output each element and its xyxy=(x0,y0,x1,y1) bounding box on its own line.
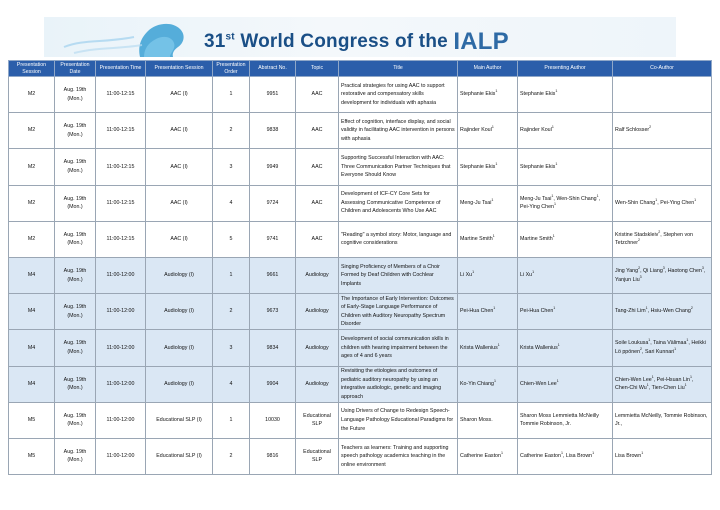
table-row xyxy=(9,113,712,149)
session-cell: M2 xyxy=(9,185,55,221)
affiliation-marker: 2 xyxy=(658,229,661,234)
time-cell: 11:00-12:15 xyxy=(96,221,146,257)
affiliation-marker: 1 xyxy=(555,161,558,166)
co-author-cell: Soile Loukusa$^1$, Taina Välimaa$^1$, Heikki Lö ppönen$^2$, Sari Kunnari$^1$ xyxy=(613,330,712,366)
affiliation-marker: 1 xyxy=(684,383,687,388)
author-name: Catherine Easton xyxy=(460,453,501,460)
column-header: Main Author xyxy=(458,61,518,77)
affiliation-marker: 1 xyxy=(552,234,555,239)
author-name: Heikki Lö ppönen xyxy=(615,340,706,355)
affiliation-marker: 1 xyxy=(497,342,500,347)
abstract-no-cell: 10030 xyxy=(250,402,296,438)
table-header-row xyxy=(9,61,712,77)
co-author-cell: Chien-Wen Lee$^1$, Pei-Hsuan Lin$^1$, Chen-Chi Wu$^1$, Tien-Chen Liu$^1$ xyxy=(613,366,712,402)
table-row xyxy=(9,402,712,438)
order-cell: 4 xyxy=(213,366,250,402)
author-name: Hsiu-Wen Chang xyxy=(650,308,691,315)
affiliation-marker: 1 xyxy=(500,451,503,456)
title-cell: Revisiting the etiologies and outcomes of pediatric auditory neuropathy by using an integrative audiologic, genetic and imaging approach xyxy=(339,366,458,402)
title-cell: Development of ICF-CY Core Sets for Assessing Communicative Competence of Children and Adolescents Who Use AAC xyxy=(339,185,458,221)
time-cell: 11:00-12:15 xyxy=(96,149,146,185)
main-author-cell xyxy=(458,185,518,221)
session-cell: M2 xyxy=(9,149,55,185)
presenting-author-cell xyxy=(518,149,613,185)
main-author-cell xyxy=(458,77,518,113)
author-name: Wen-Shin Chang xyxy=(556,195,597,202)
author-name: Qi Liang xyxy=(643,267,663,274)
session-name-cell: Educational SLP (I) xyxy=(146,402,213,438)
co-author-cell xyxy=(613,149,712,185)
title-cell: Supporting Successful Interaction with AAC: Three Communication Partner Techniques that Everyone Should Know xyxy=(339,149,458,185)
title-cell: The Importance of Early Intervention: Outcomes of Early-Stage Language Performance of Children with Auditory Neuropathy Spectrum Disorder xyxy=(339,294,458,330)
author-name: Krista Wallenius xyxy=(460,344,498,351)
presenting-author-cell: Meng-Ju Tsai$^1$, Wen-Shin Chang$^1$, Pei-Ying Chen$^1$ xyxy=(518,185,613,221)
author-name: Lemmietta McNeilly, Tommie Robinson, Jr., xyxy=(615,412,708,428)
presenting-author-cell xyxy=(518,221,613,257)
abstract-no-cell: 9949 xyxy=(250,149,296,185)
table-row xyxy=(9,330,712,366)
author-name: Jing Yang xyxy=(615,267,639,274)
author-name: Tien-Chen Liu xyxy=(651,385,685,392)
affiliation-marker: 1 xyxy=(553,202,556,207)
time-cell: 11:00-12:00 xyxy=(96,257,146,293)
affiliation-marker: 1 xyxy=(592,451,595,456)
affiliation-marker: 1 xyxy=(556,379,559,384)
affiliation-marker: 1 xyxy=(648,338,651,343)
author-name: Li Xu xyxy=(460,272,473,279)
date-cell: Aug. 19th (Mon.) xyxy=(55,185,96,221)
main-author-cell xyxy=(458,113,518,149)
topic-cell: Educational SLP xyxy=(296,438,339,474)
title-cell: Development of social communication skills in children with hearing impairment between the ages of 4 and 6 years xyxy=(339,330,458,366)
main-author-cell xyxy=(458,330,518,366)
title-cell: Effect of cognition, interface display, and social validity in facilitating AAC intervention in persons with aphasia xyxy=(339,113,458,149)
affiliation-marker: 1 xyxy=(674,347,677,352)
author-name: Rajinder Koul xyxy=(460,127,492,134)
affiliation-marker: 1 xyxy=(472,270,475,275)
order-cell: 4 xyxy=(213,185,250,221)
author-name: Lisa Brown xyxy=(565,453,593,460)
column-header: Title xyxy=(339,61,458,77)
affiliation-marker: 1 xyxy=(686,338,689,343)
author-name: Martine Smith xyxy=(520,236,553,243)
author-name: Krista Wallenius xyxy=(520,344,558,351)
time-cell: 11:00-12:00 xyxy=(96,330,146,366)
title-cell: Singing Proficiency of Members of a Choir Formed by Deaf Children with Cochlear Implants xyxy=(339,257,458,293)
author-name: Catherine Easton xyxy=(520,453,561,460)
topic-cell: Educational SLP xyxy=(296,402,339,438)
order-cell: 5 xyxy=(213,221,250,257)
session-cell: M2 xyxy=(9,77,55,113)
affiliation-marker: 1 xyxy=(689,374,692,379)
main-author-cell xyxy=(458,221,518,257)
title-cell: Teachers as learners: Training and supporting speech pathology academics teaching in the online environment xyxy=(339,438,458,474)
time-cell: 11:00-12:00 xyxy=(96,294,146,330)
affiliation-marker: 1 xyxy=(557,342,560,347)
author-name: Pei-Ying Chen xyxy=(520,204,554,211)
session-name-cell: AAC (I) xyxy=(146,185,213,221)
author-name: Ralf Schlosser xyxy=(615,127,650,134)
affiliation-marker: 1 xyxy=(645,306,648,311)
abstract-no-cell: 9951 xyxy=(250,77,296,113)
topic-cell: AAC xyxy=(296,185,339,221)
date-cell: Aug. 19th (Mon.) xyxy=(55,402,96,438)
author-name: Sari Kunnari xyxy=(645,348,675,355)
table-row xyxy=(9,294,712,330)
congress-banner xyxy=(44,17,676,57)
time-cell: 11:00-12:15 xyxy=(96,77,146,113)
author-name: Ko-Yin Chiang xyxy=(460,380,494,387)
affiliation-marker: 2 xyxy=(637,238,640,243)
topic-cell: Audiology xyxy=(296,257,339,293)
congress-title: 31st World Congress of the IALP xyxy=(204,28,509,55)
affiliation-marker: 1 xyxy=(641,451,644,456)
time-cell: 11:00-12:00 xyxy=(96,438,146,474)
author-name: Stephanie Ekis xyxy=(460,91,496,98)
affiliation-marker: 2 xyxy=(638,266,641,271)
presenting-author-cell xyxy=(518,294,613,330)
topic-cell: AAC xyxy=(296,77,339,113)
author-name: Wen-Shin Chang xyxy=(615,199,656,206)
order-cell: 1 xyxy=(213,402,250,438)
co-author-cell xyxy=(613,113,712,149)
table-row xyxy=(9,438,712,474)
author-name: Martine Smith xyxy=(460,236,493,243)
affiliation-marker: 1 xyxy=(551,125,554,130)
date-cell: Aug. 19th (Mon.) xyxy=(55,149,96,185)
affiliation-marker: 2 xyxy=(649,125,652,130)
abstract-no-cell: 9673 xyxy=(250,294,296,330)
presenting-author-cell xyxy=(518,330,613,366)
author-name: Rajinder Koul xyxy=(520,127,552,134)
affiliation-marker: 1 xyxy=(493,306,496,311)
affiliation-marker: 1 xyxy=(596,193,599,198)
session-cell: M4 xyxy=(9,294,55,330)
session-cell: M4 xyxy=(9,257,55,293)
date-cell: Aug. 19th (Mon.) xyxy=(55,294,96,330)
session-cell: M2 xyxy=(9,221,55,257)
topic-cell: Audiology xyxy=(296,366,339,402)
date-cell: Aug. 19th (Mon.) xyxy=(55,330,96,366)
order-cell: 1 xyxy=(213,257,250,293)
author-name: Pei-Hua Chen xyxy=(460,308,494,315)
title-cell: Using Drivers of Change to Redesign Speech-Language Pathology Educational Paradigms for the Future xyxy=(339,402,458,438)
main-author-cell xyxy=(458,402,518,438)
session-cell: M5 xyxy=(9,402,55,438)
abstract-no-cell: 9834 xyxy=(250,330,296,366)
session-name-cell: AAC (I) xyxy=(146,113,213,149)
affiliation-marker: 1 xyxy=(495,161,498,166)
topic-cell: AAC xyxy=(296,113,339,149)
affiliation-marker: 3 xyxy=(639,274,642,279)
time-cell: 11:00-12:15 xyxy=(96,185,146,221)
table-row xyxy=(9,221,712,257)
author-name: Yanjun Liu xyxy=(615,276,640,283)
table-row xyxy=(9,257,712,293)
column-header: Presentation Session xyxy=(146,61,213,77)
co-author-cell xyxy=(613,402,712,438)
author-name: Meng-Ju Tsai xyxy=(460,199,492,206)
affiliation-marker: 1 xyxy=(551,193,554,198)
author-name: Chien-Wen Lee xyxy=(615,376,652,383)
presenting-author-cell xyxy=(518,113,613,149)
date-cell: Aug. 19th (Mon.) xyxy=(55,221,96,257)
author-name: Stephen von Tetzchner xyxy=(615,231,693,247)
topic-cell: AAC xyxy=(296,221,339,257)
topic-cell: Audiology xyxy=(296,330,339,366)
session-name-cell: Audiology (I) xyxy=(146,294,213,330)
presenting-author-cell xyxy=(518,257,613,293)
author-name: Sharon Moss. xyxy=(460,416,493,423)
presenting-author-cell xyxy=(518,77,613,113)
author-name: Pei-Hua Chen xyxy=(520,308,554,315)
date-cell: Aug. 19th (Mon.) xyxy=(55,257,96,293)
author-name: Stephanie Ekis xyxy=(520,163,556,170)
affiliation-marker: 1 xyxy=(651,374,654,379)
table-row xyxy=(9,185,712,221)
co-author-cell: Kristine Stadskleiv$^2$, Stephen von Tetzchner$^2$ xyxy=(613,221,712,257)
program-table xyxy=(8,60,712,475)
column-header: Topic xyxy=(296,61,339,77)
order-cell: 3 xyxy=(213,149,250,185)
table-row xyxy=(9,149,712,185)
order-cell: 2 xyxy=(213,113,250,149)
column-header: Co-Author xyxy=(613,61,712,77)
column-header: Presentation Time xyxy=(96,61,146,77)
affiliation-marker: 1 xyxy=(560,451,563,456)
column-header: Abstract No. xyxy=(250,61,296,77)
author-name: Meng-Ju Tsai xyxy=(520,195,552,202)
abstract-no-cell: 9661 xyxy=(250,257,296,293)
session-name-cell: Audiology (I) xyxy=(146,257,213,293)
title-cell: "Reading" a symbol story: Motor, language and cognitive considerations xyxy=(339,221,458,257)
date-cell: Aug. 19th (Mon.) xyxy=(55,113,96,149)
presenting-author-cell: Catherine Easton$^1$, Lisa Brown$^1$ xyxy=(518,438,613,474)
order-cell: 3 xyxy=(213,330,250,366)
co-author-cell: Wen-Shin Chang$^1$, Pei-Ying Chen$^1$ xyxy=(613,185,712,221)
presenting-author-cell xyxy=(518,366,613,402)
affiliation-marker: 1 xyxy=(694,198,697,203)
abstract-no-cell: 9724 xyxy=(250,185,296,221)
author-name: Sharon Moss Lemmietta McNeilly Tommie Robinson, Jr. xyxy=(520,412,599,428)
affiliation-marker: 3 xyxy=(701,266,704,271)
head-silhouette-icon xyxy=(44,17,194,57)
time-cell: 11:00-12:00 xyxy=(96,366,146,402)
co-author-cell xyxy=(613,77,712,113)
author-name: Chen-Chi Wu xyxy=(615,385,647,392)
author-name: Pei-Hsuan Lin xyxy=(656,376,690,383)
topic-cell: Audiology xyxy=(296,294,339,330)
session-name-cell: AAC (I) xyxy=(146,149,213,185)
author-name: Lisa Brown xyxy=(615,453,642,460)
author-name: Stephanie Ekis xyxy=(520,91,556,98)
co-author-cell: Tang-Zhi Lim$^1$, Hsiu-Wen Chang$^2$ xyxy=(613,294,712,330)
table-row xyxy=(9,77,712,113)
session-cell: M4 xyxy=(9,330,55,366)
author-name: Tang-Zhi Lim xyxy=(615,308,646,315)
session-name-cell: AAC (I) xyxy=(146,77,213,113)
affiliation-marker: 1 xyxy=(553,306,556,311)
session-cell: M5 xyxy=(9,438,55,474)
time-cell: 11:00-12:00 xyxy=(96,402,146,438)
main-author-cell xyxy=(458,366,518,402)
order-cell: 1 xyxy=(213,77,250,113)
abstract-no-cell: 9741 xyxy=(250,221,296,257)
author-name: Pei-Ying Chen xyxy=(660,199,695,206)
column-header: Presentation Date xyxy=(55,61,96,77)
affiliation-marker: 1 xyxy=(491,125,494,130)
abstract-no-cell: 9816 xyxy=(250,438,296,474)
column-header: Presenting Author xyxy=(518,61,613,77)
author-name: Soile Loukusa xyxy=(615,340,649,347)
ialp-logo-text: IALP xyxy=(453,28,509,55)
affiliation-marker: 2 xyxy=(690,306,693,311)
affiliation-marker: 3 xyxy=(662,266,665,271)
author-name: Haotong Chen xyxy=(667,267,702,274)
order-cell: 2 xyxy=(213,438,250,474)
session-name-cell: Audiology (I) xyxy=(146,330,213,366)
time-cell: 11:00-12:15 xyxy=(96,113,146,149)
main-author-cell xyxy=(458,149,518,185)
table-row xyxy=(9,366,712,402)
date-cell: Aug. 19th (Mon.) xyxy=(55,77,96,113)
session-cell: M2 xyxy=(9,113,55,149)
session-name-cell: Educational SLP (I) xyxy=(146,438,213,474)
date-cell: Aug. 19th (Mon.) xyxy=(55,438,96,474)
author-name: Chien-Wen Lee xyxy=(520,380,557,387)
session-name-cell: AAC (I) xyxy=(146,221,213,257)
topic-cell: AAC xyxy=(296,149,339,185)
co-author-cell xyxy=(613,438,712,474)
affiliation-marker: 1 xyxy=(555,89,558,94)
main-author-cell xyxy=(458,294,518,330)
column-header: Presentation Session xyxy=(9,61,55,77)
affiliation-marker: 1 xyxy=(646,383,649,388)
session-cell: M4 xyxy=(9,366,55,402)
affiliation-marker: 1 xyxy=(532,270,535,275)
date-cell: Aug. 19th (Mon.) xyxy=(55,366,96,402)
session-name-cell: Audiology (I) xyxy=(146,366,213,402)
abstract-no-cell: 9838 xyxy=(250,113,296,149)
main-author-cell xyxy=(458,438,518,474)
author-name: Stephanie Ekis xyxy=(460,163,496,170)
affiliation-marker: 1 xyxy=(495,89,498,94)
presenting-author-cell xyxy=(518,402,613,438)
title-cell: Practical strategies for using AAC to support restorative and compensatory skills development for individuals with aphasia xyxy=(339,77,458,113)
author-name: Li Xu xyxy=(520,272,533,279)
main-author-cell xyxy=(458,257,518,293)
co-author-cell: Jing Yang$^2$, Qi Liang$^3$, Haotong Chen$^3$, Yanjun Liu$^3$ xyxy=(613,257,712,293)
affiliation-marker: 1 xyxy=(493,379,496,384)
affiliation-marker: 1 xyxy=(492,234,495,239)
author-name: Taina Välimaa xyxy=(653,340,687,347)
order-cell: 2 xyxy=(213,294,250,330)
abstract-no-cell: 9904 xyxy=(250,366,296,402)
author-name: Kristine Stadskleiv xyxy=(615,231,659,238)
affiliation-marker: 1 xyxy=(491,198,494,203)
affiliation-marker: 2 xyxy=(640,347,643,352)
affiliation-marker: 1 xyxy=(655,198,658,203)
column-header: Presentation Order xyxy=(213,61,250,77)
